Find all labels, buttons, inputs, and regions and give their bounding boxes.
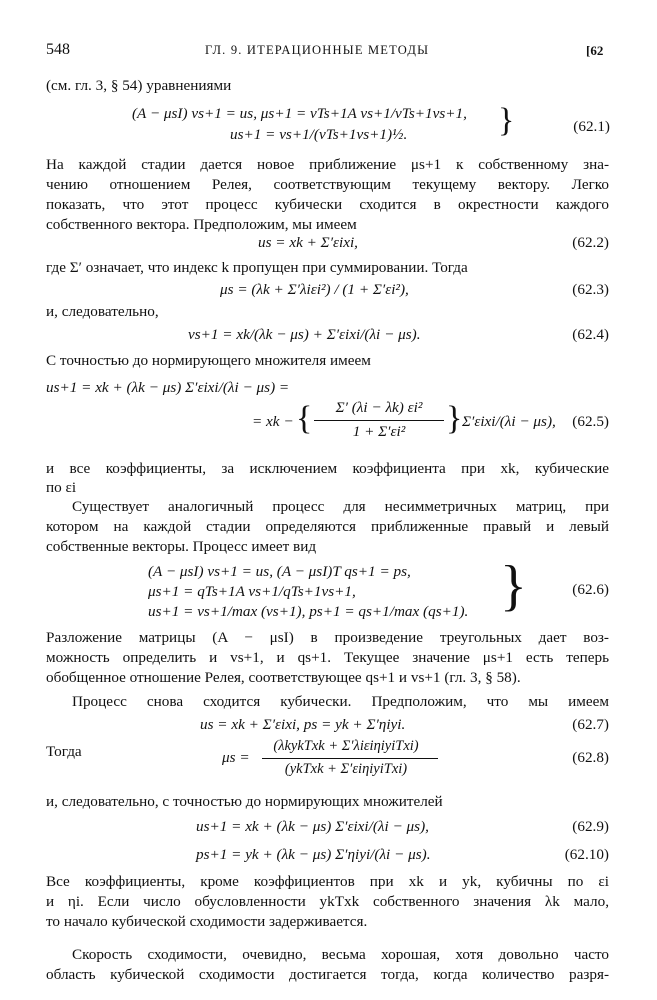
equation-62-7: us = xk + Σ′εixi, ps = yk + Σ′ηiyi. bbox=[200, 716, 406, 733]
text-line: можность определить и vs+1, и qs+1. Текущее значение μs+1 есть теперь bbox=[46, 649, 609, 666]
running-head: ГЛ. 9. ИТЕРАЦИОННЫЕ МЕТОДЫ bbox=[205, 43, 430, 57]
text-line: собственные векторы. Процесс имеет вид bbox=[46, 538, 317, 555]
fraction-numerator: (λkykTxk + Σ′λiεiηiyiTxi) bbox=[273, 738, 419, 754]
right-brace: } bbox=[446, 400, 463, 437]
text-line: С точностью до нормирующего множителя имеем bbox=[46, 352, 371, 369]
right-brace: } bbox=[498, 102, 515, 139]
text-line: то начало кубической сходимости задерживается. bbox=[46, 913, 368, 930]
text-line: котором на каждой стадии определяются приближенные правый и левый bbox=[46, 518, 609, 535]
equation-number: (62.7) bbox=[572, 716, 609, 733]
equation-62-6-line3: us+1 = vs+1/max (vs+1), ps+1 = qs+1/max (qs+1). bbox=[148, 603, 469, 620]
equation-number: (62.5) bbox=[572, 413, 609, 430]
equation-62-6-line1: (A − μsI) vs+1 = us, (A − μsI)T qs+1 = ps, bbox=[148, 563, 411, 580]
equation-number: (62.3) bbox=[572, 281, 609, 298]
equation-62-1-line1: (A − μsI) vs+1 = us, μs+1 = vTs+1A vs+1/vTs+1vs+1, bbox=[132, 105, 467, 122]
equation-62-5-lhs: = xk − bbox=[252, 413, 294, 430]
text-line: чению отношением Релея, соответствующим текущему вектору. Легко bbox=[46, 176, 609, 193]
text-line: область кубической сходимости достигается тогда, когда количество разря- bbox=[46, 966, 609, 983]
fraction-denominator: (ykTxk + Σ′εiηiyiTxi) bbox=[284, 761, 408, 777]
left-brace: { bbox=[296, 400, 313, 437]
text-line: и все коэффициенты, за исключением коэффициента при xk, кубические bbox=[46, 460, 609, 477]
right-brace: } bbox=[500, 555, 527, 617]
equation-62-5-rhs: Σ′εixi/(λi − μs), bbox=[462, 413, 556, 430]
equation-62-2: us = xk + Σ′εixi, bbox=[258, 234, 358, 251]
text-line: собственного вектора. Предположим, мы имеем bbox=[46, 216, 357, 233]
fraction-bar bbox=[314, 420, 444, 421]
equation-62-1-line2: us+1 = vs+1/(vTs+1vs+1)½. bbox=[230, 126, 408, 143]
equation-number: (62.10) bbox=[564, 846, 609, 863]
equation-number: (62.9) bbox=[572, 818, 609, 835]
equation-62-5-line1: us+1 = xk + (λk − μs) Σ′εixi/(λi − μs) = bbox=[46, 379, 290, 396]
equation-number: (62.4) bbox=[572, 326, 609, 343]
text-line: Скорость сходимости, очевидно, весьма хорошая, хотя довольно часто bbox=[72, 946, 609, 963]
equation-number: (62.2) bbox=[572, 234, 609, 251]
page-number: 548 bbox=[46, 41, 70, 58]
equation-62-6-line2: μs+1 = qTs+1A vs+1/qTs+1vs+1, bbox=[148, 583, 356, 600]
equation-62-4: vs+1 = xk/(λk − μs) + Σ′εixi/(λi − μs). bbox=[188, 326, 421, 343]
text-line: Существует аналогичный процесс для несимметричных матриц, при bbox=[72, 498, 609, 515]
text-line: показать, что этот процесс кубически сходится в окрестности каждого bbox=[46, 196, 609, 213]
text-line: и, следовательно, с точностью до нормирующих множителей bbox=[46, 793, 443, 810]
text-line: и, следовательно, bbox=[46, 303, 159, 320]
text-line: и ηi. Если число обусловленности ykTxk собственного значения λk мало, bbox=[46, 893, 609, 910]
equation-62-8-lhs: μs = bbox=[222, 749, 250, 766]
equation-number: (62.1) bbox=[573, 118, 610, 135]
text-line: обобщенное отношение Релея, соответствующее qs+1 и vs+1 (гл. 3, § 58). bbox=[46, 669, 521, 686]
text-line: Тогда bbox=[46, 743, 82, 760]
text-line: На каждой стадии дается новое приближение μs+1 к собственному зна- bbox=[46, 156, 609, 173]
section-marker: [62 bbox=[586, 43, 604, 58]
text-line: (см. гл. 3, § 54) уравнениями bbox=[46, 77, 232, 94]
fraction-numerator: Σ′ (λi − λk) εi² bbox=[335, 399, 423, 416]
text-line: Разложение матрицы (A − μsI) в произведение треугольных дает воз- bbox=[46, 629, 609, 646]
equation-62-10: ps+1 = yk + (λk − μs) Σ′ηiyi/(λi − μs). bbox=[196, 846, 431, 863]
fraction-bar bbox=[262, 758, 438, 759]
text-line: по εi bbox=[46, 479, 77, 496]
equation-62-3: μs = (λk + Σ′λiεi²) / (1 + Σ′εi²), bbox=[220, 281, 409, 298]
equation-number: (62.6) bbox=[572, 581, 609, 598]
equation-62-9: us+1 = xk + (λk − μs) Σ′εixi/(λi − μs), bbox=[196, 818, 429, 835]
equation-number: (62.8) bbox=[572, 749, 609, 766]
text-line: где Σ′ означает, что индекс k пропущен при суммировании. Тогда bbox=[46, 259, 468, 276]
text-line: Все коэффициенты, кроме коэффициентов при xk и yk, кубичны по εi bbox=[46, 873, 609, 890]
fraction-denominator: 1 + Σ′εi² bbox=[352, 423, 406, 440]
text-line: Процесс снова сходится кубически. Предположим, что мы имеем bbox=[72, 693, 609, 710]
